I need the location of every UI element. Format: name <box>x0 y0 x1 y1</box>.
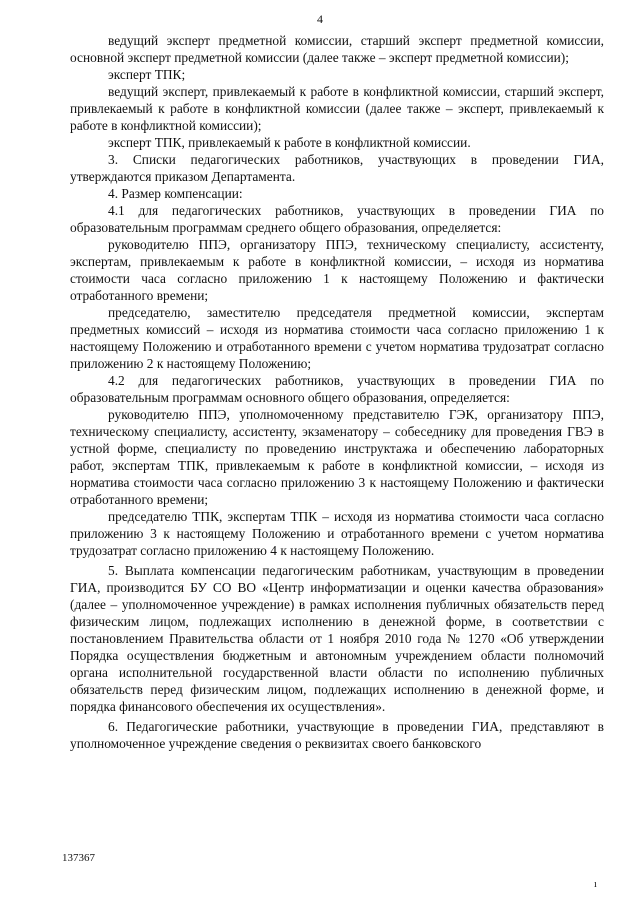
paragraph-4-2-chair: председателю ТПК, экспертам ТПК – исходя из норматива стоимости часа согласно приложению 3 к настоящему Положению и отработанного времени с учетом норматива трудозатрат согласно приложению 4 к настоящему Положению. <box>70 509 604 558</box>
paragraph-section-3: 3. Списки педагогических работников, участвующих в проведении ГИА, утверждаются приказом Департамента. <box>70 152 604 184</box>
paragraph-4-1-ppe: руководителю ППЭ, организатору ППЭ, техническому специалисту, ассистенту, экспертам, привлекаемым к работе в конфликтной комиссии, – исходя из норматива стоимости часа согласно приложению 1 к настоящему Положению и фактически отработанного времени; <box>70 237 604 303</box>
margin-mark: ı <box>594 879 597 890</box>
page-number: 4 <box>317 12 323 26</box>
paragraph-4-1-chair: председателю, заместителю председателя предметной комиссии, экспертам предметных комиссий – исходя из норматива стоимости часа согласно приложению 1 к настоящему Положению и отработанного времени с учетом норматива трудозатрат согласно приложению 2 к настоящему Положению; <box>70 305 604 371</box>
paragraph-section-4: 4. Размер компенсации: <box>108 186 243 201</box>
paragraph-expert-tpk: эксперт ТПК; <box>108 67 186 82</box>
paragraph-expert-tpk-conflict: эксперт ТПК, привлекаемый к работе в конфликтной комиссии. <box>108 135 471 150</box>
paragraph-section-6: 6. Педагогические работники, участвующие в проведении ГИА, представляют в уполномоченное учреждение сведения о реквизитах своего банковского <box>70 719 604 751</box>
paragraph-experts-subject: ведущий эксперт предметной комиссии, старший эксперт предметной комиссии, основной эксперт предметной комиссии (далее также – эксперт предметной комиссии); <box>70 33 604 65</box>
paragraph-4-2-ppe: руководителю ППЭ, уполномоченному представителю ГЭК, организатору ППЭ, техническому специалисту, ассистенту, экзаменатору – собеседнику для проведения ГВЭ в устной форме, специалисту по проведению инструктажа и обеспечению лабораторных работ, экспертам ТПК, привлекаемым к работе в конфликтной комиссии, – исходя из норматива стоимости часа согласно приложению 3 к настоящему Положению и фактически отработанного времени; <box>70 407 604 507</box>
paragraph-section-5: 5. Выплата компенсации педагогическим работникам, участвующим в проведении ГИА, производится БУ СО ВО «Центр информатизации и оценки качества образования» (далее – уполномоченное учреждение) в рамках исполнения публичных обязательств перед физическим лицом, подлежащих исполнению в денежной форме, в соответствии с постановлением Правительства области от 1 ноября 2010 года № 1270 «Об утверждении Порядка осуществления бюджетным и автономным учреждением области полномочий органа исполнительной государственной власти области по исполнению публичных обязательств перед физическим лицом, подлежащих исполнению в денежной форме, и порядка финансового обеспечения их осуществления». <box>70 563 604 714</box>
paragraph-section-4-2: 4.2 для педагогических работников, участвующих в проведении ГИА по образовательным программам основного общего образования, определяется: <box>70 373 604 405</box>
document-code: 137367 <box>62 852 95 864</box>
paragraph-experts-conflict: ведущий эксперт, привлекаемый к работе в конфликтной комиссии, старший эксперт, привлекаемый к работе в конфликтной комиссии (далее также – эксперт, привлекаемый к работе в конфликтной комиссии); <box>70 84 604 133</box>
document-body <box>70 32 604 752</box>
paragraph-section-4-1: 4.1 для педагогических работников, участвующих в проведении ГИА по образовательным программам среднего общего образования, определяется: <box>70 203 604 235</box>
